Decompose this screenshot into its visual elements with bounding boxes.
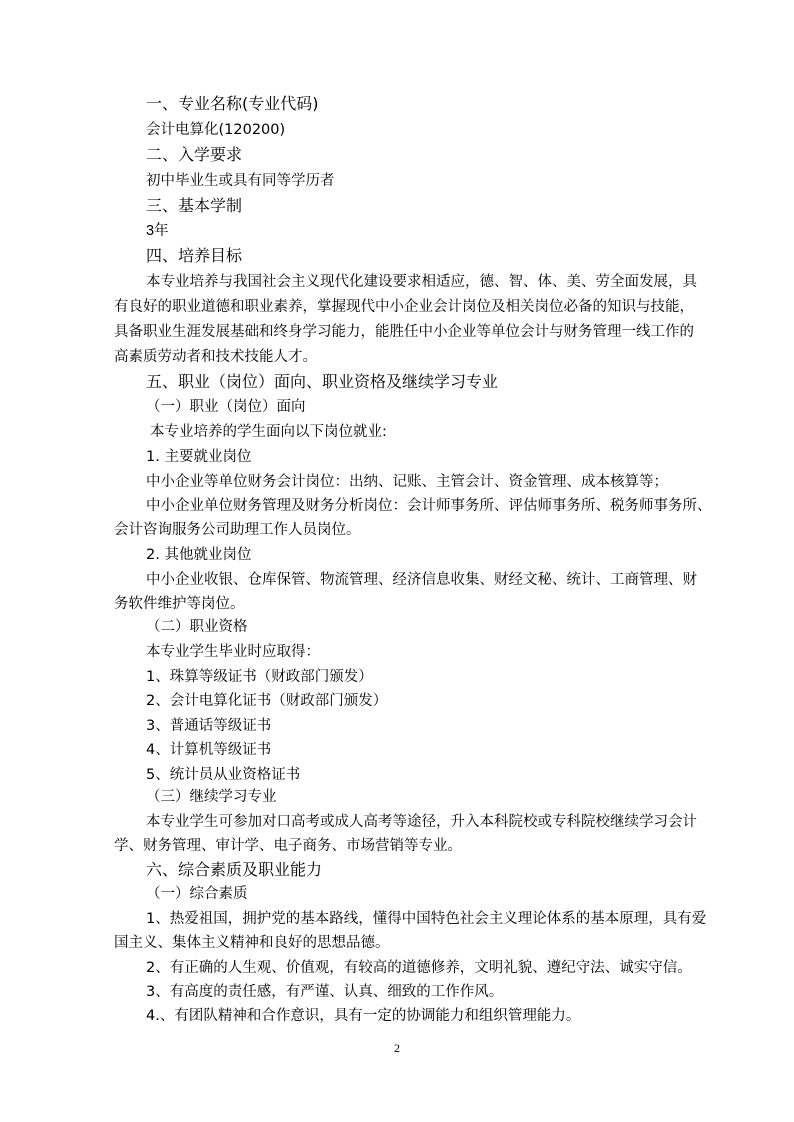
- section-heading: 六、综合素质及职业能力: [146, 860, 323, 879]
- subsection-heading: （一）综合素质: [146, 886, 248, 902]
- section-heading: 三、基本学制: [146, 196, 243, 215]
- section-heading: 五、职业（岗位）面向、职业资格及继续学习专业: [146, 372, 499, 391]
- subsection-heading: （二）职业资格: [146, 619, 248, 635]
- paragraph-line: 初中毕业生或具有同等学历者: [146, 173, 335, 189]
- paragraph-line: 中小企业收银、仓库保管、物流管理、经济信息收集、财经文秘、统计、工商管理、财: [146, 572, 697, 588]
- paragraph-line: 本专业培养与我国社会主义现代化建设要求相适应，德、智、体、美、劳全面发展，具: [146, 274, 697, 290]
- paragraph-line: 学、财务管理、审计学、电子商务、市场营销等专业。: [114, 838, 462, 854]
- section-heading: 一、专业名称(专业代码): [146, 94, 319, 113]
- paragraph-line: 中小企业等单位财务会计岗位：出纳、记账、主管会计、资金管理、成本核算等；: [146, 474, 668, 490]
- paragraph-line: 会计电算化(120200): [146, 122, 286, 138]
- subsection-heading: （三）继续学习专业: [146, 789, 277, 805]
- paragraph-line: 本专业培养的学生面向以下岗位就业:: [150, 424, 387, 440]
- list-item: 4、计算机等级证书: [146, 742, 272, 758]
- list-item: 4.、有团队精神和合作意识，具有一定的协调能力和组织管理能力。: [146, 1008, 581, 1024]
- list-item: 3、普通话等级证书: [146, 718, 272, 734]
- paragraph-line: 国主义、集体主义精神和良好的思想品德。: [114, 935, 390, 951]
- subsection-heading: （一）职业（岗位）面向: [146, 399, 306, 415]
- paragraph-line: 具备职业生涯发展基础和终身学习能力，能胜任中小企业等单位会计与财务管理一线工作的: [114, 324, 694, 340]
- paragraph-line: 本专业学生毕业时应取得：: [146, 644, 320, 660]
- list-item: 1、珠算等级证书（财政部门颁发）: [146, 669, 373, 685]
- paragraph-line: 本专业学生可参加对口高考或成人高考等途径，升入本科院校或专科院校继续学习会计: [146, 814, 697, 830]
- paragraph-line: 中小企业单位财务管理及财务分析岗位：会计师事务所、评估师事务所、税务师事务所、: [146, 498, 712, 514]
- paragraph-line: 高素质劳动者和技术技能人才。: [114, 349, 317, 365]
- list-item: 2、会计电算化证书（财政部门颁发）: [146, 693, 388, 709]
- paragraph-line: 有良好的职业道德和职业素养，掌握现代中小企业会计岗位及相关岗位必备的知识与技能，: [114, 299, 694, 315]
- list-item: 3、有高度的责任感，有严谨、认真、细致的工作作风。: [146, 984, 504, 1000]
- list-item: 5、统计员从业资格证书: [146, 767, 301, 783]
- list-item: 2、有正确的人生观、价值观，有较高的道德修养，文明礼貌、遵纪守法、诚实守信。: [146, 960, 692, 976]
- list-item: 1. 主要就业岗位: [146, 449, 252, 465]
- page-number: 2: [394, 1041, 400, 1055]
- section-heading: 四、培养目标: [146, 246, 243, 265]
- list-item: 2. 其他就业岗位: [146, 547, 252, 563]
- paragraph-line: 1、热爱祖国，拥护党的基本路线，懂得中国特色社会主义理论体系的基本原理，具有爱: [146, 911, 707, 927]
- paragraph-line: 务软件维护等岗位。: [114, 596, 245, 612]
- section-heading: 二、入学要求: [146, 145, 243, 164]
- paragraph-line: 会计咨询服务公司助理工作人员岗位。: [114, 522, 361, 538]
- paragraph-line: 3年: [146, 223, 169, 239]
